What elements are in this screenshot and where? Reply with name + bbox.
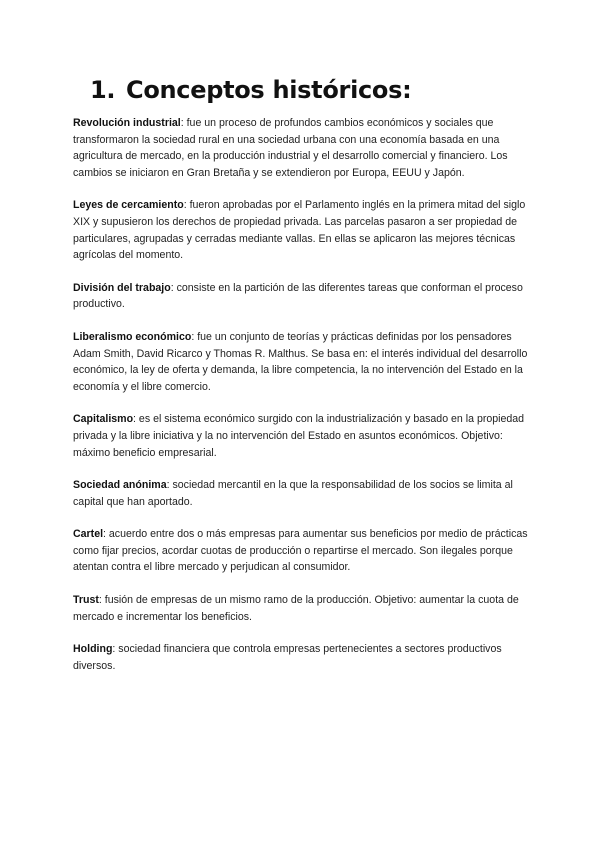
definition-entry bbox=[73, 477, 531, 510]
term-label: Cartel bbox=[73, 528, 104, 541]
term-label: Sociedad anónima bbox=[73, 479, 167, 492]
term-label: División del trabajo bbox=[73, 281, 171, 294]
term-definition: : fue un conjunto de teorías y prácticas definidas por los pensadores Adam Smith, David Ricarco y Thomas R. Malthus. Se basa en: el interés individual del desarrollo económico, la ley de oferta y demanda, la libre competencia, la no intervención del Estado en la economía y el libre comercio. bbox=[73, 330, 528, 393]
term-definition: : fusión de empresas de un mismo ramo de la producción. Objetivo: aumentar la cuota de mercado e incrementar los beneficios. bbox=[73, 594, 519, 623]
term-definition: : fueron aprobadas por el Parlamento inglés en la primera mitad del siglo XIX y supusieron los derechos de propiedad privada. Las parcelas pasaron a ser propiedad de particulares, agrupadas y cerradas mediante vallas. En ellas se aplicaron las mejores técnicas agrícolas del momento. bbox=[73, 199, 526, 262]
definition-entry bbox=[73, 280, 531, 313]
term-label: Capitalismo bbox=[73, 413, 134, 426]
definition-entry bbox=[73, 329, 531, 395]
section-title: Conceptos históricos: bbox=[126, 76, 412, 104]
term-label: Trust bbox=[73, 594, 99, 607]
term-definition: : es el sistema económico surgido con la industrialización y basado en la propiedad privada y la libre iniciativa y la no intervención del Estado en asuntos económicos. Objetivo: máximo beneficio empresarial. bbox=[73, 413, 525, 459]
definition-entry bbox=[73, 592, 531, 625]
term-definition: : consiste en la partición de las diferentes tareas que conforman el proceso productivo. bbox=[73, 281, 523, 311]
term-label: Leyes de cercamiento bbox=[73, 199, 184, 212]
term-definition: : fue un proceso de profundos cambios económicos y sociales que transformaron la sociedad rural en una sociedad urbana con una economía basada en una agricultura de mercado, en la producción industrial y el desarrollo comercial y financiero. Los cambios se iniciaron en Gran Bretaña y se extendieron por Europa, EEUU y Japón. bbox=[73, 117, 508, 179]
page-title bbox=[90, 74, 411, 106]
definition-entry bbox=[73, 641, 531, 674]
definition-entry bbox=[73, 115, 531, 181]
definition-entry bbox=[73, 411, 531, 461]
term-label: Revolución industrial bbox=[73, 117, 181, 129]
section-number: 1. bbox=[90, 76, 116, 104]
term-label: Liberalismo económico bbox=[73, 330, 192, 343]
definitions-list bbox=[73, 115, 531, 690]
definition-entry bbox=[73, 526, 531, 576]
definition-entry bbox=[73, 197, 531, 263]
term-definition: : sociedad financiera que controla empresas pertenecientes a sectores productivos diversos. bbox=[73, 643, 502, 672]
term-label: Holding bbox=[73, 643, 113, 656]
term-definition: : sociedad mercantil en la que la responsabilidad de los socios se limita al capital que han aportado. bbox=[73, 479, 513, 508]
term-definition: : acuerdo entre dos o más empresas para aumentar sus beneficios por medio de prácticas como fijar precios, acordar cuotas de producción o repartirse el mercado. Son ilegales porque atentan contra el libre mercado y perjudican al consumidor. bbox=[73, 528, 528, 574]
